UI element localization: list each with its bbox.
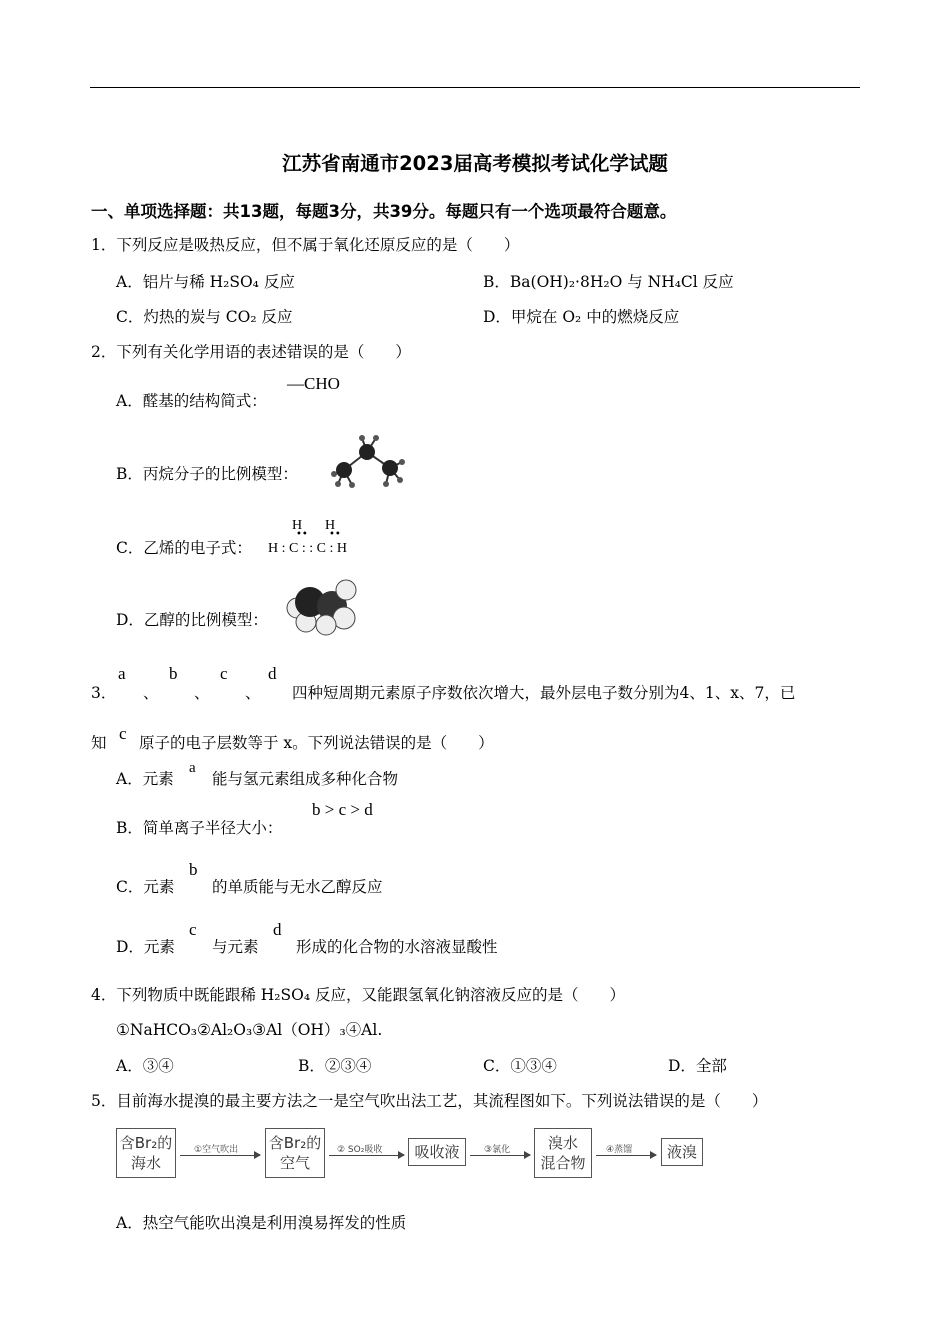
q5-option-a[interactable]: A．热空气能吹出溴是利用溴易挥发的性质 xyxy=(116,1214,407,1232)
q4-option-a[interactable]: A．③④ xyxy=(116,1057,174,1075)
q3-option-a-prefix: A．元素 xyxy=(116,770,174,788)
q2-option-b[interactable]: B．丙烷分子的比例模型： xyxy=(116,465,298,483)
flow-label-so2-absorb: ② SO₂吸收 xyxy=(337,1145,383,1155)
q3-option-c[interactable]: C．元素 xyxy=(116,878,175,896)
separator: 、 xyxy=(245,684,261,702)
q3-option-d-text: 形成的化合物的水溶液显酸性 xyxy=(296,938,498,956)
q3-option-b[interactable]: B．简单离子半径大小： xyxy=(116,819,283,837)
var-c: c xyxy=(119,724,127,743)
electron-dots-right: •• xyxy=(329,529,341,540)
q3-stem-line2: 原子的电子层数等于 x。下列说法错误的是（ ） xyxy=(139,734,494,752)
q4-substance-list: ①NaHCO₃②Al₂O₃③Al（OH）₃④Al. xyxy=(116,1021,383,1039)
flow-label-chlorination: ③氯化 xyxy=(484,1145,511,1155)
flow-arrow xyxy=(329,1155,404,1156)
q3-option-a[interactable] xyxy=(116,767,174,789)
q3-option-c-text: 的单质能与无水乙醇反应 xyxy=(212,878,383,896)
ethylene-h-top-right: H xyxy=(325,518,336,533)
q1-option-a[interactable]: A．铝片与稀 H₂SO₄ 反应 xyxy=(116,273,295,291)
aldehyde-formula: —CHO xyxy=(287,374,340,393)
flow-step-air: 含Br₂的 空气 xyxy=(265,1128,325,1178)
q3-stem: 四种短周期元素原子序数依次增大，最外层电子数分别为4、1、x、7，已 xyxy=(292,684,796,702)
section-heading: 一、单项选择题：共13题，每题3分，共39分。每题只有一个选项最符合题意。 xyxy=(91,202,677,221)
q1-option-b[interactable]: B．Ba(OH)₂·8H₂O 与 NH₄Cl 反应 xyxy=(483,273,734,291)
page-title: 江苏省南通市2023届高考模拟考试化学试题 xyxy=(282,152,668,175)
ion-radius-formula: b > c > d xyxy=(312,800,373,819)
var-a: a xyxy=(118,664,126,683)
electron-dots-left: •• xyxy=(296,529,308,540)
flow-label-air-blow: ①空气吹出 xyxy=(194,1145,239,1155)
separator: 、 xyxy=(143,684,159,702)
flow-label-distillation: ④蒸馏 xyxy=(606,1145,633,1155)
flow-arrow xyxy=(180,1155,260,1156)
header-rule xyxy=(90,87,860,88)
q2-stem: 2．下列有关化学用语的表述错误的是（ ） xyxy=(91,343,411,361)
q2-option-c[interactable]: C．乙烯的电子式： xyxy=(116,539,252,557)
var-a: a xyxy=(189,760,196,776)
ethanol-model-image xyxy=(282,578,362,638)
q4-option-d[interactable]: D．全部 xyxy=(668,1057,727,1075)
q3-option-a-text: 能与氢元素组成多种化合物 xyxy=(212,770,399,788)
flow-step-liquid-bromine: 液溴 xyxy=(661,1138,703,1166)
q3-stem-line2-prefix: 知 xyxy=(91,734,107,752)
ethylene-electron-formula: H : C : : C : H xyxy=(268,541,347,556)
flow-arrow xyxy=(596,1155,656,1156)
q2-option-a[interactable]: A．醛基的结构简式： xyxy=(116,392,267,410)
q1-option-c[interactable]: C．灼热的炭与 CO₂ 反应 xyxy=(116,308,293,326)
q2-option-d[interactable]: D．乙醇的比例模型： xyxy=(116,611,268,629)
q4-stem: 4．下列物质中既能跟稀 H₂SO₄ 反应，又能跟氢氧化钠溶液反应的是（ ） xyxy=(91,986,625,1004)
flow-arrow xyxy=(470,1155,530,1156)
q3-number: 3． xyxy=(91,684,117,702)
var-b: b xyxy=(189,860,198,879)
q1-option-d[interactable]: D．甲烷在 O₂ 中的燃烧反应 xyxy=(483,308,680,326)
q1-stem: 1．下列反应是吸热反应，但不属于氧化还原反应的是（ ） xyxy=(91,236,520,254)
flow-step-seawater: 含Br₂的 海水 xyxy=(116,1128,176,1178)
var-c: c xyxy=(189,920,197,939)
var-b: b xyxy=(169,664,178,683)
q5-stem: 5．目前海水提溴的最主要方法之一是空气吹出法工艺，其流程图如下。下列说法错误的是（ ） xyxy=(91,1092,768,1110)
q3-option-d[interactable]: D．元素 xyxy=(116,938,175,956)
flow-step-absorption-liquid: 吸收液 xyxy=(408,1138,466,1166)
var-d: d xyxy=(273,920,282,939)
q3-option-d-mid: 与元素 xyxy=(212,938,259,956)
var-c: c xyxy=(220,664,228,683)
q4-option-c[interactable]: C．①③④ xyxy=(483,1057,557,1075)
var-d: d xyxy=(268,664,277,683)
propane-model-image xyxy=(322,430,412,492)
q4-option-b[interactable]: B．②③④ xyxy=(298,1057,372,1075)
flow-step-bromine-water: 溴水 混合物 xyxy=(534,1128,592,1178)
separator: 、 xyxy=(194,684,210,702)
ethylene-h-top-left: H xyxy=(292,518,303,533)
